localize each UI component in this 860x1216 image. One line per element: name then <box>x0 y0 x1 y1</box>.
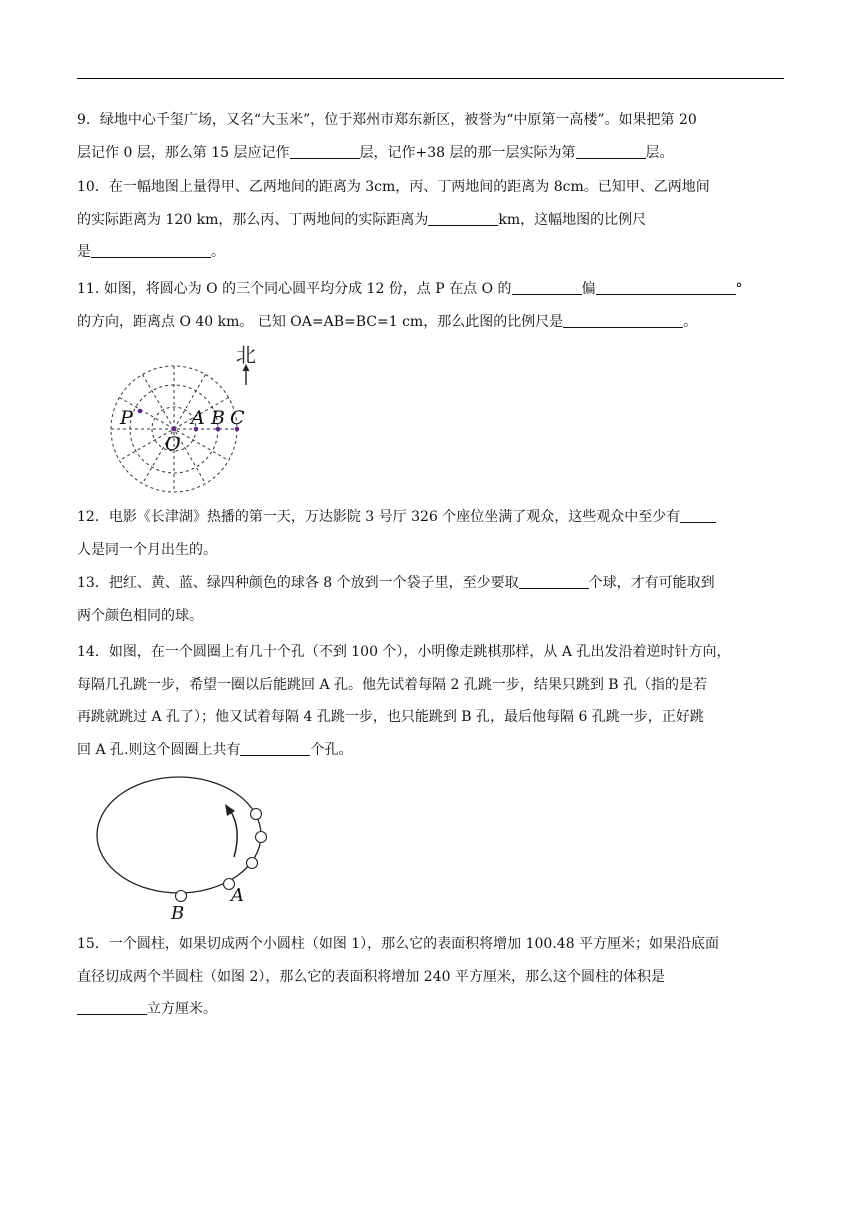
answer-blank[interactable] <box>290 144 360 159</box>
answer-blank[interactable] <box>77 1000 147 1015</box>
question-text-line: 再跳就跳过 A 孔了）；他又试着每隔 4 孔跳一步，也只能跳到 B 孔，最后他每隔 6 孔跳一步，正好跳 <box>77 709 704 725</box>
hole <box>251 809 262 820</box>
header-rule <box>77 78 784 79</box>
hole <box>247 858 258 869</box>
answer-blank[interactable] <box>576 144 646 159</box>
label-b: B <box>171 903 185 922</box>
question-14 <box>77 636 784 766</box>
point-o <box>172 427 177 432</box>
answer-blank[interactable] <box>519 574 589 589</box>
hole-circle-figure <box>92 772 278 922</box>
question-text-line: 每隔几孔跳一步，希望一圈以后能跳回 A 孔。他先试着每隔 2 孔跳一步，结果只跳到 B 孔（指的是若 <box>77 676 708 693</box>
question-text-line: 层记作 0 层，那么第 15 层应记作 层，记作+38 层的那一层实际为第 层。 <box>77 144 674 161</box>
answer-blank[interactable] <box>240 741 310 756</box>
question-text-line: 人是同一个月出生的。 <box>77 541 217 558</box>
answer-blank[interactable] <box>563 313 683 328</box>
point-p <box>138 409 143 414</box>
question-text-line: 13．把红、黄、蓝、绿四种颜色的球各 8 个放到一个袋子里，至少要取 个球，才有可能取到 <box>77 575 715 591</box>
answer-blank[interactable] <box>512 280 582 295</box>
hole <box>256 832 267 843</box>
question-text-line: 两个颜色相同的球。 <box>77 607 203 624</box>
question-9 <box>77 104 784 169</box>
question-text-line: 9．绿地中心千玺广场，又名“大玉米”，位于郑州市郑东新区，被誉为“中原第一高楼”。如果把第 20 <box>77 112 697 128</box>
label-a: A <box>191 407 205 429</box>
answer-blank[interactable] <box>680 508 716 523</box>
question-text-line: 10．在一幅地图上量得甲、乙两地间的距离为 3cm，丙、丁两地间的距离为 8cm。已知甲、乙两地间 <box>77 179 710 195</box>
answer-blank[interactable] <box>596 280 736 295</box>
label-c: C <box>230 407 245 429</box>
label-a: A <box>231 885 244 906</box>
question-text-line: 14．如图，在一个圆圈上有几十个孔（不到 100 个），小明像走跳棋那样，从 A 孔出发沿着逆时针方向， <box>77 644 731 660</box>
label-b: B <box>211 407 225 429</box>
question-text-line: 12．电影《长津湖》热播的第一天，万达影院 3 号厅 326 个座位坐满了观众，这些观众中至少有 <box>77 501 784 534</box>
question-10 <box>77 171 784 269</box>
question-text-line: 的方向，距离点 O 40 km。 已知 OA=AB=BC=1 cm，那么此图的比例尺是 。 <box>77 313 698 330</box>
north-label: 北 <box>236 345 256 367</box>
concentric-circles-figure <box>108 345 268 497</box>
answer-blank[interactable] <box>428 211 498 226</box>
question-text-line: 直径切成两个半圆柱（如图 2），那么它的表面积将增加 240 平方厘米，那么这个圆柱的体积是 <box>77 968 665 985</box>
question-text-line: 立方厘米。 <box>77 993 784 1026</box>
question-text-line: 11. 如图，将圆心为 O 的三个同心圆平均分成 12 份，点 P 在点 O 的 偏 ° <box>77 281 743 297</box>
question-text-line: 15．一个圆柱，如果切成两个小圆柱（如图 1），那么它的表面积将增加 100.48 平方厘米；如果沿底面 <box>77 936 720 952</box>
question-11 <box>77 273 784 338</box>
question-text-line: 的实际距离为 120 km，那么丙、丁两地间的实际距离为 km，这幅地图的比例尺 <box>77 211 647 228</box>
question-12 <box>77 501 784 566</box>
label-p: P <box>120 407 133 429</box>
label-o: O <box>165 433 181 455</box>
counterclockwise-arrow <box>230 810 237 857</box>
question-15 <box>77 928 784 1026</box>
question-text-line: 是 。 <box>77 244 225 260</box>
question-text-line: 回 A 孔.则这个圆圈上共有 个孔。 <box>77 741 353 758</box>
answer-blank[interactable] <box>91 243 211 258</box>
hole-b <box>176 891 187 902</box>
question-13 <box>77 567 784 632</box>
